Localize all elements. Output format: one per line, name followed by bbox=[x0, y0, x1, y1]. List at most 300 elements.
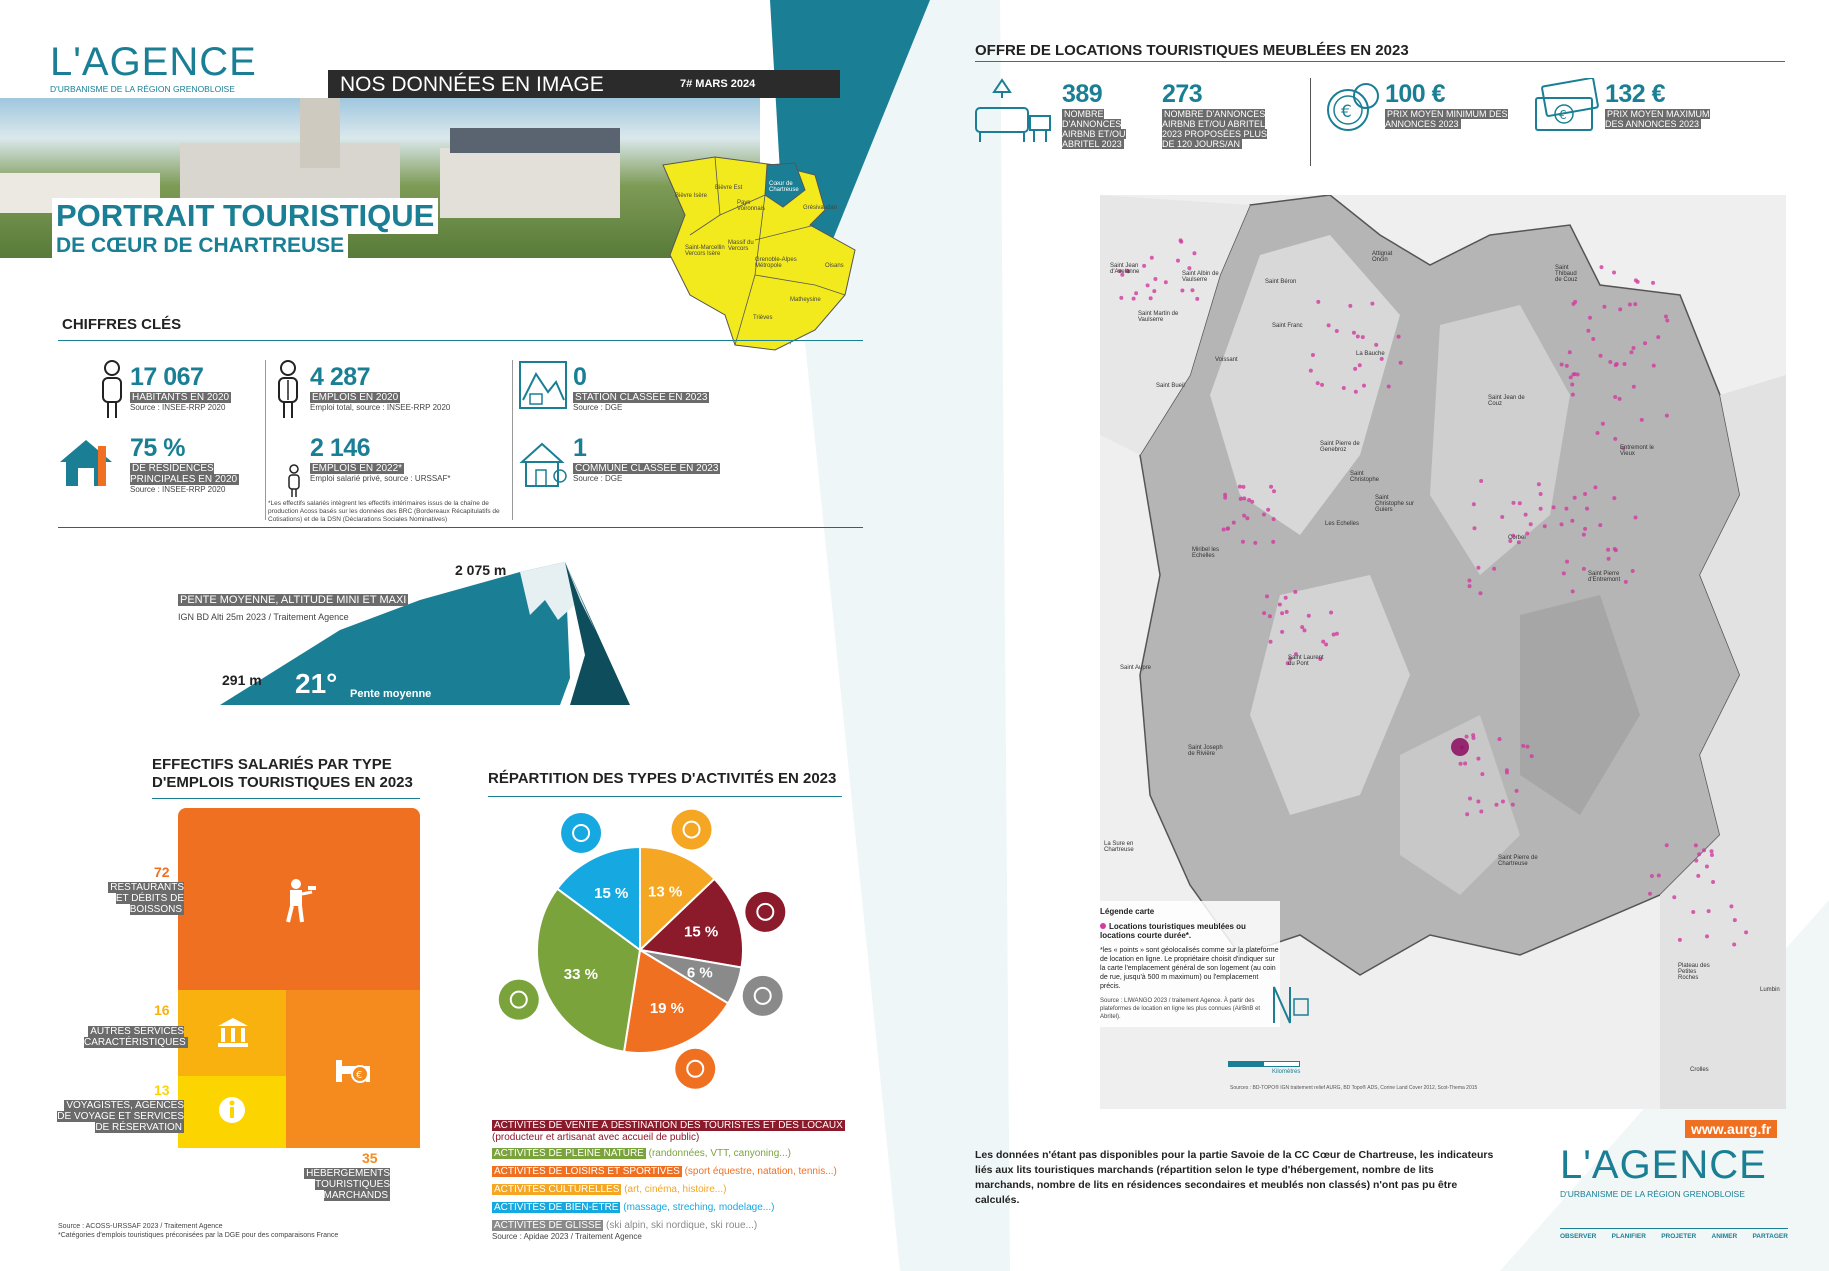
legend-culture-detail: (art, cinéma, histoire...) bbox=[624, 1184, 727, 1195]
rental-location-dot bbox=[1650, 874, 1654, 878]
rental-location-dot bbox=[1335, 329, 1339, 333]
rental-location-dot bbox=[1479, 479, 1483, 483]
rental-location-dot bbox=[1640, 418, 1644, 422]
map-place-14: Corbel bbox=[1508, 535, 1526, 541]
rental-location-dot bbox=[1612, 496, 1616, 500]
footer-logo-text: L'AGENCE bbox=[1560, 1143, 1767, 1187]
rental-location-dot bbox=[1353, 367, 1357, 371]
rental-location-dot bbox=[1190, 288, 1194, 292]
rental-location-dot bbox=[1374, 343, 1378, 347]
person-icon bbox=[98, 360, 126, 420]
kf-jobs-2020-value: 4 287 bbox=[310, 363, 371, 391]
rental-location-dot bbox=[1479, 810, 1483, 814]
pie-label-1: 13 % bbox=[648, 883, 683, 901]
rental-location-dot bbox=[1262, 513, 1266, 517]
rental-location-dot bbox=[1602, 305, 1606, 309]
rental-location-dot bbox=[1262, 611, 1266, 615]
rental-location-dot bbox=[1187, 266, 1191, 270]
locator-label-1: Bièvre Isère bbox=[675, 193, 708, 199]
kf-commune-source: Source : DGE bbox=[573, 474, 623, 483]
rental-location-dot bbox=[1300, 625, 1304, 629]
museum-icon bbox=[216, 1016, 250, 1048]
cake-icon bbox=[745, 892, 785, 932]
rental-location-dot bbox=[1569, 375, 1573, 379]
kf-divider-1 bbox=[265, 360, 266, 520]
rental-location-dot bbox=[1242, 514, 1246, 518]
slope-min: 291 m bbox=[222, 672, 262, 688]
rental-location-dot bbox=[1539, 492, 1543, 496]
rental-max-price-value: 132 € bbox=[1605, 80, 1666, 108]
rental-location-dot bbox=[1397, 335, 1401, 339]
rental-location-dot bbox=[1253, 541, 1257, 545]
rental-location-dot bbox=[1232, 521, 1236, 525]
rental-location-dot bbox=[1354, 390, 1358, 394]
rental-location-dot bbox=[1362, 384, 1366, 388]
rental-location-dot bbox=[1583, 492, 1587, 496]
map-legend bbox=[1100, 901, 1280, 1027]
locator-label-7: Massif du Vercors bbox=[728, 240, 754, 252]
emp-restaurants-value: 72 bbox=[154, 864, 170, 880]
rental-location-dot bbox=[1316, 381, 1320, 385]
rental-location-dot bbox=[1329, 611, 1333, 615]
key-figures-bottom-rule bbox=[58, 527, 863, 528]
rental-location-dot bbox=[1241, 540, 1245, 544]
legend-row-ski bbox=[492, 1220, 872, 1232]
nav-planifier[interactable]: PLANIFIER bbox=[1611, 1233, 1646, 1240]
map-place-22: Saint Joseph de Rivière bbox=[1188, 745, 1223, 757]
rental-location-dot bbox=[1518, 501, 1522, 505]
emp-restaurants-label bbox=[98, 882, 184, 915]
map-place-20: Saint Aupre bbox=[1120, 665, 1152, 671]
rental-location-dot bbox=[1628, 303, 1632, 307]
rental-location-dot bbox=[1472, 502, 1476, 506]
rental-location-dot bbox=[1324, 642, 1328, 646]
locator-label-5: Grésivaudan bbox=[803, 205, 838, 211]
rental-location-dot bbox=[1530, 754, 1534, 758]
rental-location-dot bbox=[1146, 283, 1150, 287]
employment-title-line-2: D'EMPLOIS TOURISTIQUES EN 2023 bbox=[152, 774, 413, 791]
legend-row-culture bbox=[492, 1184, 872, 1196]
employment-source bbox=[58, 1222, 338, 1240]
rental-location-dot bbox=[1303, 628, 1307, 632]
rental-location-dot bbox=[1632, 346, 1636, 350]
rental-location-dot bbox=[1576, 372, 1580, 376]
rental-location-dot bbox=[1733, 918, 1737, 922]
rental-location-dot bbox=[1271, 540, 1275, 544]
title-line-2: DE CŒUR DE CHARTREUSE bbox=[52, 234, 348, 258]
rental-location-dot bbox=[1613, 547, 1617, 551]
emp-restaurants-label-text: RESTAURANTS ET DÉBITS DE BOISSONS bbox=[110, 882, 184, 915]
key-figures-rule bbox=[58, 340, 863, 341]
rental-location-dot bbox=[1511, 803, 1515, 807]
rental-location-dot bbox=[1586, 329, 1590, 333]
rental-location-dot bbox=[1316, 300, 1320, 304]
rental-location-dot bbox=[1476, 799, 1480, 803]
rental-location-dot bbox=[1164, 280, 1168, 284]
rental-location-dot bbox=[1245, 516, 1249, 520]
rental-location-dot bbox=[1573, 496, 1577, 500]
rental-location-dot bbox=[1468, 796, 1472, 800]
rental-location-dot bbox=[1501, 799, 1505, 803]
rental-location-dot bbox=[1618, 307, 1622, 311]
locator-label-11: Trièves bbox=[753, 315, 773, 321]
kf-jobs-2022 bbox=[310, 434, 451, 483]
rental-location-dot bbox=[1613, 395, 1617, 399]
website-link[interactable]: www.aurg.fr bbox=[1685, 1120, 1777, 1138]
locator-label-10: Matheysine bbox=[790, 297, 821, 303]
rental-location-dot bbox=[1601, 422, 1605, 426]
legend-row-wellness bbox=[492, 1202, 872, 1214]
kf-commune-value: 1 bbox=[573, 434, 587, 462]
rental-location-dot bbox=[1648, 892, 1652, 896]
emp-services-label bbox=[84, 1026, 184, 1048]
rental-location-dot bbox=[1272, 489, 1276, 493]
rental-location-dot bbox=[1636, 280, 1640, 284]
map-dot-icon bbox=[1100, 923, 1106, 929]
rental-location-dot bbox=[1370, 302, 1374, 306]
rental-location-dot bbox=[1387, 384, 1391, 388]
rental-location-dot bbox=[1498, 737, 1502, 741]
rental-location-dot bbox=[1537, 482, 1541, 486]
map-legend-item-text: Locations touristiques meublées ou locations courte durée*. bbox=[1100, 922, 1246, 940]
emp-services-label-text: AUTRES SERVICES CARACTÉRISTIQUES bbox=[84, 1026, 186, 1048]
rental-location-dot bbox=[1744, 930, 1748, 934]
legend-sales-label: ACTIVITÉS DE VENTE À DESTINATION DES TOURISTES ET DES LOCAUX bbox=[494, 1120, 843, 1131]
key-figures-title: CHIFFRES CLÉS bbox=[62, 316, 182, 333]
rental-location-dot bbox=[1705, 865, 1709, 869]
kf-jobs-2022-value: 2 146 bbox=[310, 434, 371, 462]
rental-location-dot bbox=[1149, 296, 1153, 300]
emp-accommodation-label-text: HÉBERGEMENTS TOURISTIQUES MARCHANDS bbox=[306, 1168, 390, 1201]
locator-label-4: Cœur de Chartreuse bbox=[769, 181, 799, 193]
kf-jobs-2020-source: Emploi total, source : INSEE-RRP 2020 bbox=[310, 403, 451, 412]
rental-location-dot bbox=[1361, 335, 1365, 339]
rental-location-dot bbox=[1705, 934, 1709, 938]
emp-accommodation-value: 35 bbox=[362, 1150, 378, 1166]
rental-location-dot bbox=[1495, 803, 1499, 807]
rental-location-dot bbox=[1272, 517, 1276, 521]
rental-location-dot bbox=[1459, 762, 1463, 766]
rental-max-price bbox=[1605, 80, 1730, 129]
rental-location-dot bbox=[1599, 265, 1603, 269]
kf-station-value: 0 bbox=[573, 363, 587, 391]
waiter-icon bbox=[278, 878, 318, 924]
rental-location-dot bbox=[1595, 431, 1599, 435]
kf-population-source: Source : INSEE-RRP 2020 bbox=[130, 403, 226, 412]
rental-listings-label: NOMBRE D'ANNONCES AIRBNB ET/OU ABRITEL 2023 bbox=[1062, 109, 1126, 149]
rental-location-dot bbox=[1560, 362, 1564, 366]
map-place-2: Saint Albin de Vaulserre bbox=[1182, 271, 1219, 283]
rental-location-dot bbox=[1280, 611, 1284, 615]
rental-location-dot bbox=[1525, 745, 1529, 749]
rentals-map bbox=[1100, 195, 1786, 1109]
footer-logo-subtitle: D'URBANISME DE LA RÉGION GRENOBLOISE bbox=[1560, 1189, 1745, 1199]
rental-location-dot bbox=[1134, 291, 1138, 295]
rental-location-dot bbox=[1711, 880, 1715, 884]
legend-ski-label: ACTIVITÉS DE GLISSE bbox=[494, 1220, 602, 1231]
locator-label-8: Grenoble-Alpes Métropole bbox=[755, 257, 797, 269]
map-place-18: Miribel les Echelles bbox=[1192, 547, 1220, 559]
rental-location-dot bbox=[1525, 531, 1529, 535]
rental-location-dot bbox=[1608, 360, 1612, 364]
locator-map bbox=[655, 155, 900, 355]
sofa-lamp-icon bbox=[972, 78, 1054, 150]
rental-location-dot bbox=[1643, 341, 1647, 345]
svg-text:€: € bbox=[1559, 108, 1567, 122]
rental-location-dot bbox=[1285, 610, 1289, 614]
rental-location-dot bbox=[1492, 567, 1496, 571]
rentals-title: OFFRE DE LOCATIONS TOURISTIQUES MEUBLÉES EN 2023 bbox=[975, 42, 1409, 59]
rental-location-dot bbox=[1618, 397, 1622, 401]
rental-location-dot bbox=[1560, 522, 1564, 526]
rental-location-dot bbox=[1132, 297, 1136, 301]
map-place-7: Saint Thibaud de Couz bbox=[1555, 265, 1578, 283]
map-place-16: Les Echelles bbox=[1325, 521, 1360, 527]
title-line-1: PORTRAIT TOURISTIQUE bbox=[52, 198, 438, 234]
kf-population-label: HABITANTS EN 2020 bbox=[132, 392, 230, 403]
rental-location-dot bbox=[1607, 557, 1611, 561]
rental-location-dot bbox=[1222, 527, 1226, 531]
rental-location-dot bbox=[1521, 744, 1525, 748]
rental-location-dot bbox=[1599, 354, 1603, 358]
rental-location-dot bbox=[1564, 507, 1568, 511]
rental-location-dot bbox=[1562, 571, 1566, 575]
map-place-5: Saint Martin de Vaulserre bbox=[1138, 311, 1179, 323]
rental-location-dot bbox=[1570, 383, 1574, 387]
kf-residences-value: 75 % bbox=[130, 434, 185, 462]
skier-icon bbox=[743, 976, 783, 1016]
map-place-24: Saint Pierre de Chartreuse bbox=[1498, 855, 1538, 867]
rental-location-dot bbox=[1278, 602, 1282, 606]
rental-location-dot bbox=[1572, 372, 1576, 376]
map-place-19: Saint Pierre d'Entremont bbox=[1588, 571, 1621, 583]
info-icon bbox=[218, 1096, 246, 1124]
rental-max-price-label: PRIX MOYEN MAXIMUM DES ANNONCES 2023 bbox=[1605, 109, 1710, 129]
kf-divider-2 bbox=[512, 360, 513, 520]
rental-location-dot bbox=[1524, 513, 1528, 517]
employment-title-line-1: EFFECTIFS SALARIÉS PAR TYPE bbox=[152, 756, 392, 773]
rental-location-dot bbox=[1694, 859, 1698, 863]
rental-location-dot bbox=[1320, 383, 1324, 387]
rental-location-dot bbox=[1471, 733, 1475, 737]
rental-location-dot bbox=[1651, 281, 1655, 285]
rental-location-dot bbox=[1284, 596, 1288, 600]
rental-min-price bbox=[1385, 80, 1510, 129]
legend-sales-detail: (producteur et artisanat avec accueil de public) bbox=[492, 1132, 700, 1143]
rental-location-dot bbox=[1480, 772, 1484, 776]
emp-agencies-label bbox=[54, 1100, 184, 1133]
locator-label-3: Pays Voironnais bbox=[737, 200, 766, 212]
map-place-21: Saint Laurent du Pont bbox=[1288, 655, 1324, 667]
rental-location-dot bbox=[1176, 259, 1180, 263]
map-credits: Sources : BD-TOPO® IGN traitement relief AURG, BD Topo® ADS, Corine Land Cover 2012, Scot-Thema 2015 bbox=[1230, 1085, 1478, 1091]
rental-location-dot bbox=[1572, 302, 1576, 306]
map-place-26: Lumbin bbox=[1760, 987, 1780, 993]
activities-source: Source : Apidae 2023 / Traitement Agence bbox=[492, 1232, 642, 1241]
rental-location-dot bbox=[1179, 240, 1183, 244]
rental-location-dot bbox=[1223, 496, 1227, 500]
page-title bbox=[52, 198, 438, 258]
pie-label-2: 15 % bbox=[683, 923, 719, 941]
rental-location-dot bbox=[1250, 500, 1254, 504]
locator-label-6: Saint-Marcellin Vercors Isère bbox=[685, 245, 725, 257]
rental-location-dot bbox=[1665, 843, 1669, 847]
rental-location-dot bbox=[1515, 789, 1519, 793]
rental-location-dot bbox=[1707, 909, 1711, 913]
map-place-3: Saint Béron bbox=[1265, 279, 1297, 285]
rental-location-dot bbox=[1505, 771, 1509, 775]
rental-listings-value: 389 bbox=[1062, 80, 1103, 108]
kf-jobs-2020-label: EMPLOIS EN 2020 bbox=[312, 392, 399, 403]
map-legend-item bbox=[1100, 922, 1280, 940]
rental-location-dot bbox=[1583, 527, 1587, 531]
emp-services-value: 16 bbox=[154, 1002, 170, 1018]
rental-location-dot bbox=[1732, 942, 1736, 946]
rental-location-dot bbox=[1570, 519, 1574, 523]
emp-agencies-value: 13 bbox=[154, 1082, 170, 1098]
slope-source: IGN BD Alti 25m 2023 / Traitement Agence bbox=[178, 612, 349, 622]
rental-location-dot bbox=[1150, 256, 1154, 260]
kf-jobs-2022-source: Emploi salarié privé, source : URSSAF* bbox=[310, 474, 451, 483]
legend-leisure-detail: (sport équestre, natation, tennis...) bbox=[684, 1166, 837, 1177]
rental-long-listings bbox=[1162, 80, 1280, 149]
rental-location-dot bbox=[1332, 633, 1336, 637]
footer-nav bbox=[1560, 1228, 1788, 1240]
rental-location-dot bbox=[1269, 640, 1273, 644]
kf-commune-label: COMMUNE CLASSÉE EN 2023 bbox=[575, 463, 719, 474]
rental-location-dot bbox=[1598, 523, 1602, 527]
rental-location-dot bbox=[1352, 331, 1356, 335]
activities-legend bbox=[492, 1120, 872, 1232]
rental-location-dot bbox=[1593, 485, 1597, 489]
employment-title bbox=[152, 756, 413, 792]
commune-icon bbox=[518, 440, 568, 490]
rental-min-price-label: PRIX MOYEN MINIMUM DES ANNONCES 2023 bbox=[1385, 109, 1508, 129]
rental-location-dot bbox=[1468, 584, 1472, 588]
map-scale-label: Kilomètres bbox=[1272, 1069, 1301, 1075]
rental-location-dot bbox=[1672, 895, 1676, 899]
pie-label-3: 6 % bbox=[686, 964, 713, 982]
rental-location-dot bbox=[1582, 567, 1586, 571]
legend-wellness-detail: (massage, streching, modelage...) bbox=[623, 1202, 775, 1213]
rental-location-dot bbox=[1634, 515, 1638, 519]
rental-location-dot bbox=[1678, 938, 1682, 942]
nav-animer[interactable]: ANIMER bbox=[1711, 1233, 1738, 1240]
map-legend-note: *les « points » sont géolocalisés comme sur la plateforme de location en ligne. Le propriétaire choisit d'indiquer sur la carte l'emplacement général de son logement (au coin de rue, jusqu'à 500 m maximum) ou l'emplacement précis. bbox=[1100, 947, 1279, 990]
rental-location-dot bbox=[1710, 853, 1714, 857]
kf-jobs-2020 bbox=[310, 363, 450, 412]
legend-nature-label: ACTIVITÉS DE PLEINE NATURE bbox=[494, 1148, 644, 1159]
nav-observer[interactable]: OBSERVER bbox=[1560, 1233, 1597, 1240]
treemap-restaurants bbox=[178, 808, 420, 990]
palette-icon bbox=[672, 810, 712, 850]
bed-euro-icon bbox=[334, 1050, 374, 1084]
map-place-25: Plateau des Petites Roches bbox=[1678, 963, 1710, 981]
map-legend-title: Légende carte bbox=[1100, 907, 1155, 916]
rental-location-dot bbox=[1119, 296, 1123, 300]
pie-label-4: 19 % bbox=[649, 999, 685, 1017]
rental-location-dot bbox=[1241, 485, 1245, 489]
rental-location-dot bbox=[1543, 524, 1547, 528]
treemap-travel-agencies bbox=[178, 1076, 286, 1148]
rental-location-dot bbox=[1192, 251, 1196, 255]
slope-average: 21° bbox=[295, 668, 338, 699]
rental-location-dot bbox=[1266, 508, 1270, 512]
rental-location-dot bbox=[1467, 578, 1471, 582]
locator-label-2: Bièvre Est bbox=[715, 185, 743, 191]
employee-icon bbox=[286, 464, 302, 498]
rental-location-dot bbox=[1529, 522, 1533, 526]
map-place-9: Voissant bbox=[1215, 357, 1238, 363]
kf-population bbox=[130, 363, 231, 412]
rental-location-dot bbox=[1591, 337, 1595, 341]
rental-location-dot bbox=[1226, 526, 1230, 530]
emp-agencies-label-text: VOYAGISTES, AGENCES DE VOYAGE ET SERVICES DE RÉSERVATION bbox=[57, 1100, 184, 1133]
rental-location-dot bbox=[1335, 632, 1339, 636]
worker-icon bbox=[274, 360, 302, 420]
rental-location-dot bbox=[1588, 316, 1592, 320]
nav-partager[interactable]: PARTAGER bbox=[1752, 1233, 1788, 1240]
rental-location-dot bbox=[1476, 757, 1480, 761]
rental-location-dot bbox=[1265, 594, 1269, 598]
rental-location-dot bbox=[1565, 364, 1569, 368]
treemap-accommodation bbox=[286, 990, 420, 1148]
rental-location-dot bbox=[1585, 507, 1589, 511]
activities-rule bbox=[488, 796, 842, 797]
rental-location-dot bbox=[1612, 271, 1616, 275]
map-place-1: Saint Jean d'Avelanne bbox=[1110, 263, 1140, 275]
map-place-23: La Sure en Chartreuse bbox=[1104, 841, 1134, 853]
slope-title-text: PENTE MOYENNE, ALTITUDE MINI ET MAXI bbox=[180, 594, 407, 606]
ski-resort-icon bbox=[518, 360, 568, 410]
rental-location-dot bbox=[1664, 314, 1668, 318]
rental-location-dot bbox=[1656, 335, 1660, 339]
rental-long-listings-value: 273 bbox=[1162, 80, 1203, 108]
legend-culture-label: ACTIVITÉS CULTURELLES bbox=[494, 1184, 620, 1195]
kf-residences-label: DE RÉSIDENCES PRINCIPALES EN 2020 bbox=[130, 463, 238, 485]
rental-location-dot bbox=[1632, 385, 1636, 389]
rental-location-dot bbox=[1694, 843, 1698, 847]
rental-location-dot bbox=[1568, 350, 1572, 354]
rental-location-dot bbox=[1623, 362, 1627, 366]
kf-footnote: *Les effectifs salariés intègrent les effectifs intérimaires issus de la chaîne de production Acoss basés sur les données des BRC (Bordereaux Récapitulatifs de Cotisations) et de la DSN (Déclarations Sociales Nominatives) bbox=[268, 500, 500, 523]
rental-location-dot bbox=[1472, 526, 1476, 530]
slope-title bbox=[178, 594, 408, 606]
map-place-10: Saint Bueil bbox=[1156, 383, 1185, 389]
agency-logo-footer bbox=[1560, 1145, 1767, 1199]
dancer-icon bbox=[675, 1049, 715, 1089]
legend-leisure-label: ACTIVITÉS DE LOISIRS ET SPORTIVES bbox=[494, 1166, 680, 1177]
rental-location-dot bbox=[1195, 297, 1199, 301]
rental-location-dot bbox=[1465, 812, 1469, 816]
kf-jobs-2022-label: EMPLOIS EN 2022* bbox=[312, 463, 403, 474]
rental-location-dot bbox=[1180, 288, 1184, 292]
rental-location-dot bbox=[1463, 761, 1467, 765]
series-title: NOS DONNÉES EN IMAGE bbox=[340, 73, 604, 96]
nav-projeter[interactable]: PROJETER bbox=[1661, 1233, 1697, 1240]
hiker-icon bbox=[499, 980, 539, 1020]
rental-location-dot bbox=[1356, 334, 1360, 338]
rental-location-dot bbox=[1697, 852, 1701, 856]
rental-location-dot bbox=[1539, 507, 1543, 511]
map-scale-bar bbox=[1228, 1061, 1300, 1067]
rental-location-dot bbox=[1280, 630, 1284, 634]
rental-location-dot bbox=[1582, 533, 1586, 537]
rental-location-dot bbox=[1311, 353, 1315, 357]
rental-location-dot bbox=[1665, 414, 1669, 418]
rental-location-dot bbox=[1242, 496, 1246, 500]
rental-location-dot bbox=[1702, 848, 1706, 852]
